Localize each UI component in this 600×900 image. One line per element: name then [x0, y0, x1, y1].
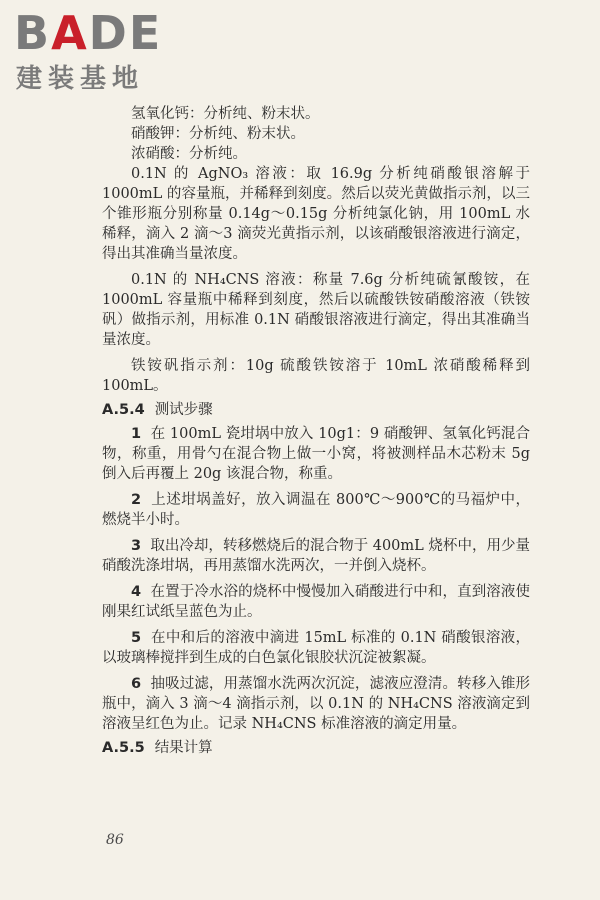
step-text: 抽吸过滤，用蒸馏水洗两次沉淀，滤液应澄清。转移入锥形瓶中，滴入 3 滴～4 滴指示剂，以 0.1N 的 NH₄CNS 溶液滴定到溶液呈红色为止。记录 NH₄CNS 标准溶液的滴定用量。: [102, 676, 531, 732]
reagent-calcium-hydroxide: 氢氧化钙：分析纯、粉末状。: [131, 106, 320, 122]
logo-letter-b: B: [14, 6, 52, 60]
section-title: 测试步骤: [154, 402, 213, 418]
step-text: 上述坩埚盖好，放入调温在 800℃～900℃的马福炉中，燃烧半小时。: [102, 492, 531, 528]
step-6: [102, 674, 530, 734]
step-number: 6: [131, 676, 142, 692]
step-4: [102, 582, 530, 622]
step-text: 取出冷却，转移燃烧后的混合物于 400mL 烧杯中，用少量硝酸洗涤坩埚，再用蒸馏水洗两次，一并倒入烧杯。: [102, 538, 531, 574]
section-heading-a55: [102, 738, 530, 758]
page-number: 86: [106, 832, 124, 848]
logo-wordmark: [14, 8, 162, 58]
logo-subtitle: 建装基地: [16, 64, 145, 94]
step-number: 2: [131, 492, 142, 508]
reagent-potassium-nitrate: 硝酸钾：分析纯、粉末状。: [131, 126, 305, 142]
step-number: 4: [131, 584, 142, 600]
step-number: 5: [131, 630, 142, 646]
section-title: 结果计算: [154, 740, 213, 756]
step-5: [102, 628, 530, 668]
step-text: 在置于冷水浴的烧杯中慢慢加入硝酸进行中和，直到溶液使刚果红试纸呈蓝色为止。: [102, 584, 531, 620]
step-text: 在 100mL 瓷坩埚中放入 10g1：9 硝酸钾、氢氧化钙混合物，称重，用骨勺在混合物上做一小窝，将被测样品木芯粉末 5g 倒入后再覆上 20g 该混合物，称重。: [102, 426, 530, 482]
logo-letter-a-accent: A: [51, 6, 89, 60]
section-number: A.5.5: [102, 740, 145, 756]
step-2: [102, 490, 530, 530]
reagent-indicator: 铁铵矾指示剂：10g 硫酸铁铵溶于 10mL 浓硝酸稀释到 100mL。: [102, 358, 530, 394]
reagent-silver-nitrate-solution: 0.1N 的 AgNO₃ 溶液：取 16.9g 分析纯硝酸银溶解于1000mL 的容量瓶，并稀释到刻度。然后以荧光黄做指示剂，以三个锥形瓶分别称量 0.14g～0.15g 分析纯氯化钠，用 100mL 水稀释，滴入 2 滴～3 滴荧光黄指示剂，以该硝酸银溶液进行滴定，得出其准确当量浓度。: [102, 166, 530, 262]
publisher-logo: [14, 8, 184, 96]
reagent-nitric-acid: 浓硝酸：分析纯。: [131, 146, 247, 162]
section-heading-a54: [102, 400, 530, 420]
step-text: 在中和后的溶液中滴进 15mL 标准的 0.1N 硝酸银溶液，以玻璃棒搅拌到生成的白色氯化银胶状沉淀被絮凝。: [102, 630, 531, 666]
logo-letters-de: DE: [88, 6, 163, 60]
document-body: [102, 104, 530, 762]
section-number: A.5.4: [102, 402, 145, 418]
step-number: 3: [131, 538, 142, 554]
step-1: [102, 424, 530, 484]
reagent-ammonium-thiocyanate-solution: 0.1N 的 NH₄CNS 溶液：称量 7.6g 分析纯硫氰酸铵，在1000mL 容量瓶中稀释到刻度，然后以硫酸铁铵硝酸溶液（铁铵矾）做指示剂，用标准 0.1N 硝酸银溶液进行滴定，得出其准确当量浓度。: [102, 272, 530, 348]
step-3: [102, 536, 530, 576]
step-number: 1: [131, 426, 142, 442]
